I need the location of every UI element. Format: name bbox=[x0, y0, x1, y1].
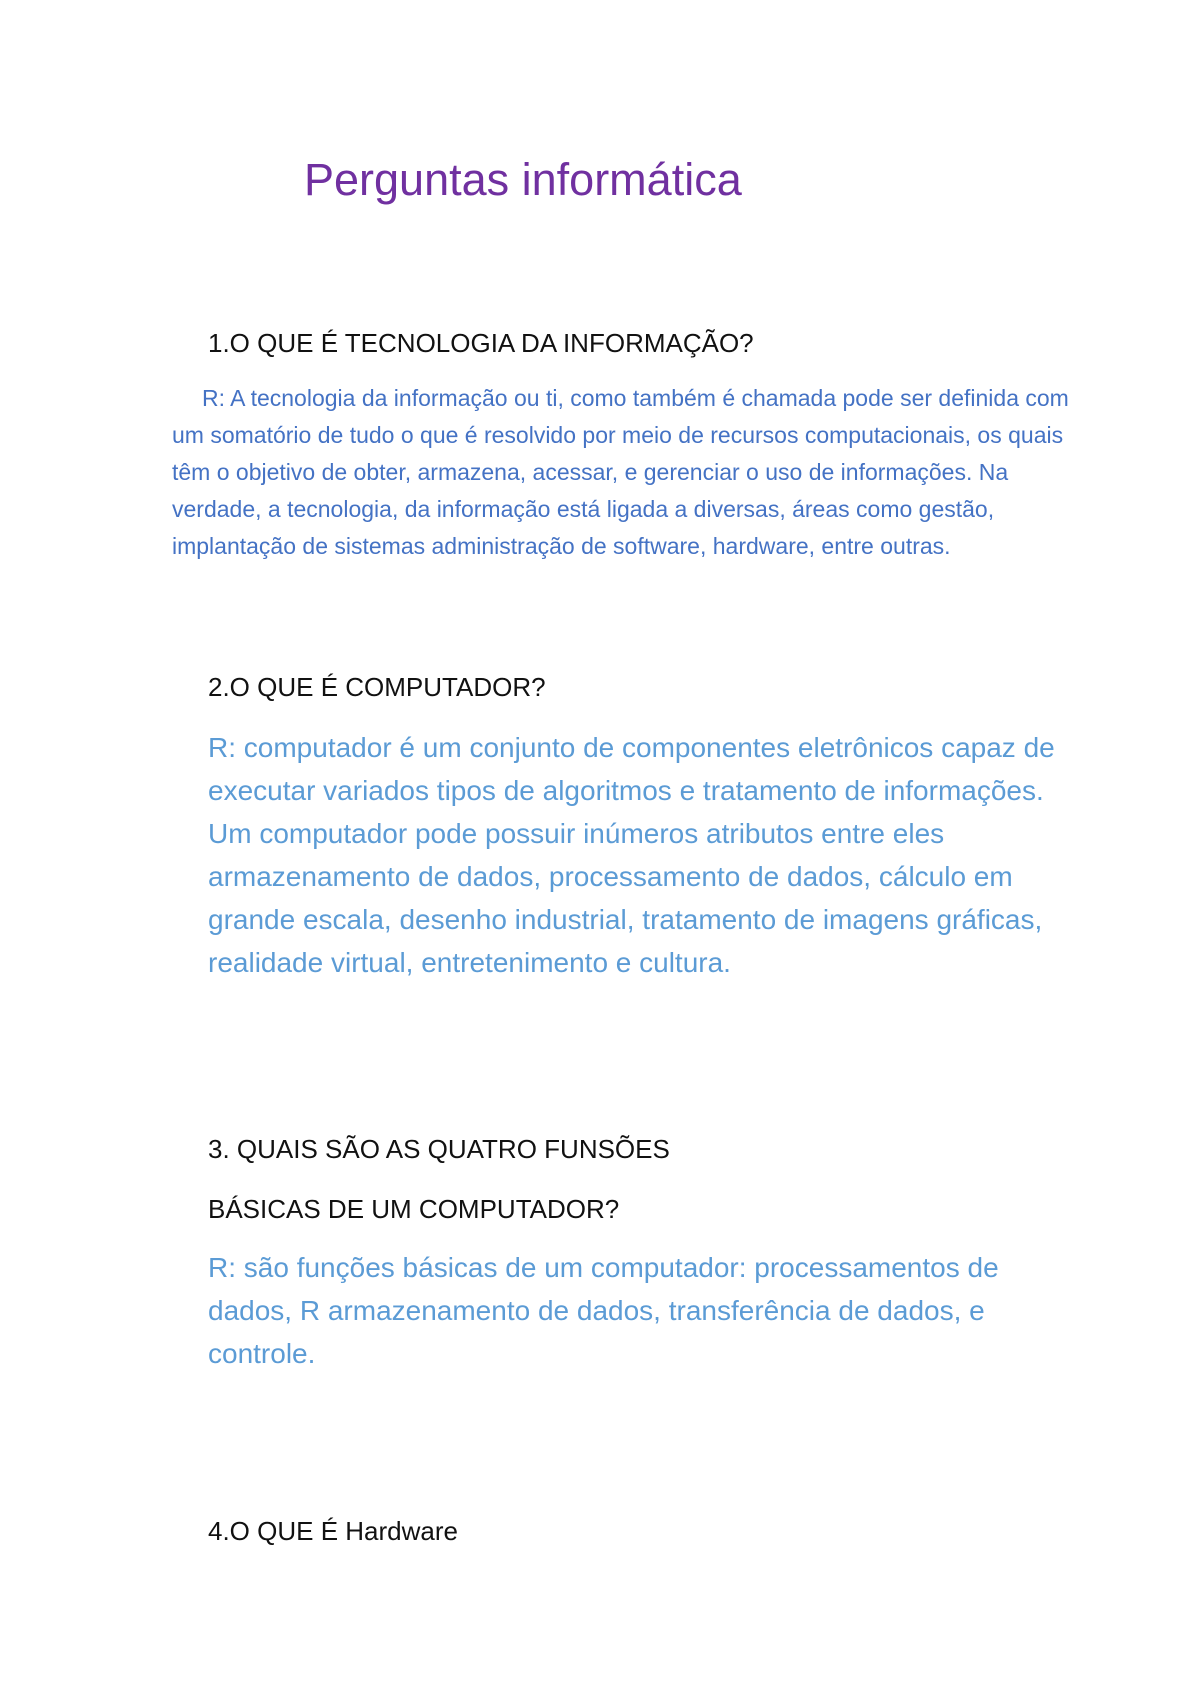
question-3-line-2: BÁSICAS DE UM COMPUTADOR? bbox=[208, 1194, 620, 1224]
question-2: 2.O QUE É COMPUTADOR? bbox=[208, 672, 546, 702]
answer-3: R: são funções básicas de um computador: processamentos de dados, R armazenamento de dados, transferência de dados, e controle. bbox=[208, 1252, 999, 1369]
question-3-line-1: 3. QUAIS SÃO AS QUATRO FUNSÕES bbox=[208, 1134, 670, 1164]
answer-1-text: R: A tecnologia da informação ou ti, como também é chamada pode ser definida com um somatório de tudo o que é resolvido por meio de recursos computacionais, os quais têm o objetivo de obter, armazena, acessar, e gerenciar o uso de informações. Na verdade, a tecnologia, da informação está ligada a diversas, áreas como gestão, implantação de sistemas administração de software, hardware, entre outras. bbox=[172, 385, 1069, 559]
question-1: 1.O QUE É TECNOLOGIA DA INFORMAÇÃO? bbox=[208, 328, 754, 358]
answer-2: R: computador é um conjunto de componentes eletrônicos capaz de executar variados tipos de algoritmos e tratamento de informações. Um computador pode possuir inúmeros atributos entre eles armazenamento de dados, processamento de dados, cálculo em grande escala, desenho industrial, tratamento de imagens gráficas, realidade virtual, entretenimento e cultura. bbox=[208, 732, 1055, 978]
question-4: 4.O QUE É Hardware bbox=[208, 1516, 458, 1546]
document-title: Perguntas informática bbox=[304, 154, 742, 205]
answer-1 bbox=[172, 380, 1072, 565]
